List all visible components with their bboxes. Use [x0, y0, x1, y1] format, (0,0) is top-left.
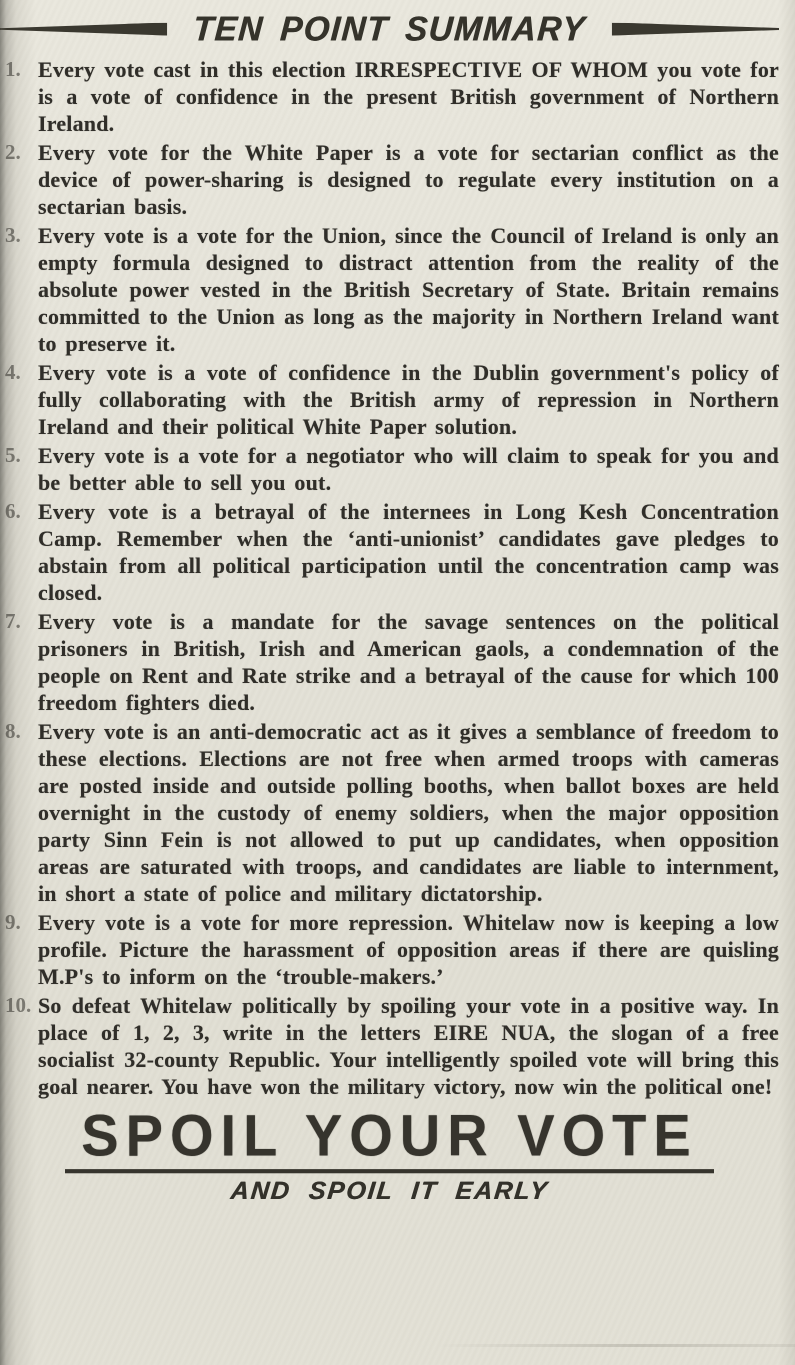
- point-number: 2.: [5, 140, 21, 164]
- list-item: [0, 222, 779, 357]
- point-text: Every vote is a mandate for the savage sentences on the political prisoners in British, Irish and American gaols, a condemnation of the people on Rent and Rate strike and a betrayal of the cause for which 100 freedom fighters died.: [38, 609, 779, 715]
- point-number: 9.: [5, 910, 21, 934]
- point-number: 6.: [5, 499, 21, 523]
- list-item: [0, 498, 779, 606]
- point-text: Every vote is a betrayal of the internees in Long Kesh Concentration Camp. Remember when the ‘anti-unionist’ candidates gave pledges to abstain from all political participation until the concentration camp was closed.: [38, 499, 779, 605]
- list-item: [0, 442, 779, 496]
- list-item: [0, 718, 779, 907]
- ten-point-list: [0, 56, 779, 1100]
- point-text: Every vote is a vote for a negotiator who will claim to speak for you and be better able to sell you out.: [38, 443, 779, 495]
- slogan-subheadline: AND SPOIL IT EARLY: [229, 1177, 550, 1205]
- point-text: So defeat Whitelaw politically by spoiling your vote in a positive way. In place of 1, 2, 3, write in the letters EIRE NUA, the slogan of a free socialist 32-county Republic. Your intelligently spoiled vote will bring this goal nearer. You have won the military victory, now win the political one!: [38, 993, 779, 1099]
- list-item: [0, 992, 779, 1100]
- footer: [0, 1102, 779, 1206]
- list-item: [0, 359, 779, 440]
- point-text: Every vote for the White Paper is a vote for sectarian conflict as the device of power-sharing is designed to regulate every institution on a sectarian basis.: [38, 140, 779, 219]
- point-number: 7.: [5, 609, 21, 633]
- point-number: 5.: [5, 443, 21, 467]
- list-item: [0, 56, 779, 137]
- slogan-headline: SPOIL YOUR VOTE: [65, 1107, 713, 1174]
- point-number: 8.: [5, 719, 21, 743]
- point-number: 1.: [5, 57, 21, 81]
- masthead: [0, 6, 779, 52]
- list-item: [0, 139, 779, 220]
- list-item: [0, 909, 779, 990]
- point-text: Every vote cast in this election IRRESPECTIVE OF WHOM you vote for is a vote of confidence in the present British government of Northern Ireland.: [38, 57, 779, 136]
- point-text: Every vote is a vote for more repression. Whitelaw now is keeping a low profile. Picture the harassment of opposition areas if there are quisling M.P's to inform on the ‘trouble-makers.’: [38, 910, 779, 989]
- list-item: [0, 608, 779, 716]
- point-number: 4.: [5, 360, 21, 384]
- page-title: TEN POINT SUMMARY: [191, 9, 588, 48]
- point-number: 3.: [5, 223, 21, 247]
- header-rule-left-icon: [0, 23, 167, 36]
- point-number: 10.: [5, 993, 32, 1017]
- point-text: Every vote is a vote for the Union, since the Council of Ireland is only an empty formula designed to distract attention from the reality of the absolute power vested in the British Secretary of State. Britain remains committed to the Union as long as the majority in Northern Ireland want to preserve it.: [38, 223, 779, 356]
- header-rule-right-icon: [612, 23, 779, 36]
- point-text: Every vote is a vote of confidence in the Dublin government's policy of fully collaborating with the British army of repression in Northern Ireland and their political White Paper solution.: [38, 360, 779, 439]
- point-text: Every vote is an anti-democratic act as it gives a semblance of freedom to these elections. Elections are not free when armed troops with cameras are posted inside and outside polling booths, when ballot boxes are held overnight in the custody of enemy soldiers, when the major opposition party Sinn Fein is not allowed to put up candidates, when opposition areas are saturated with troops, and candidates are liable to internment, in short a state of police and military dictatorship.: [38, 719, 779, 906]
